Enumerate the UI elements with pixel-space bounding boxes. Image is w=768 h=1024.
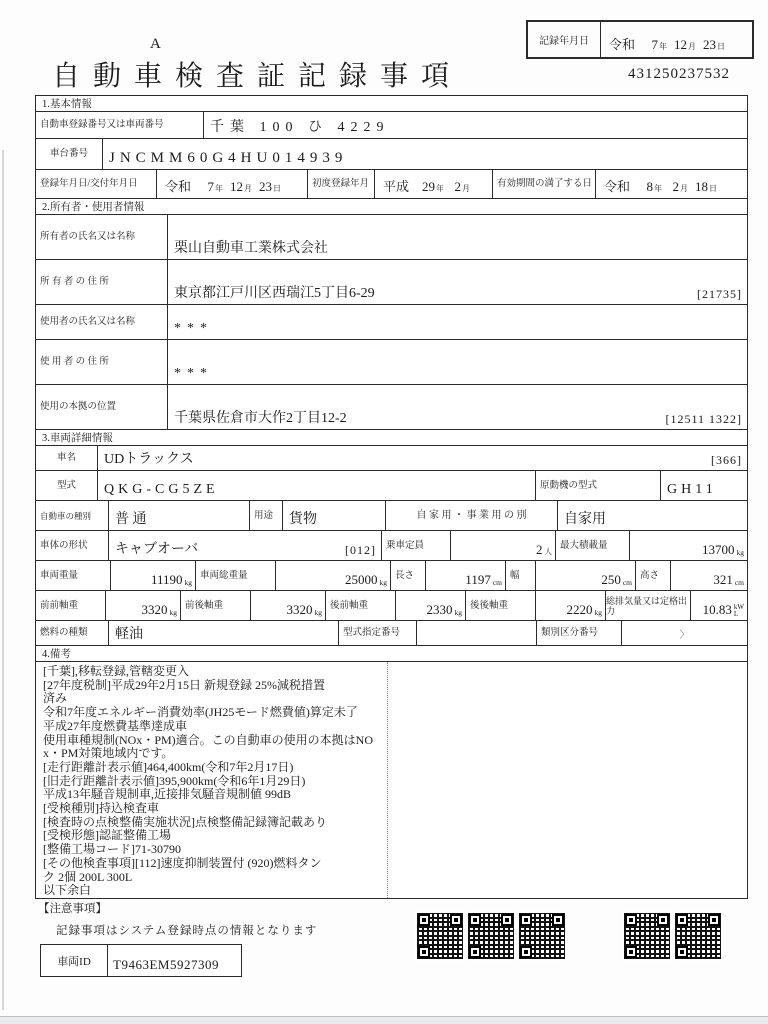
day-unit: 日 <box>709 184 718 193</box>
length: 1197 <box>465 572 491 587</box>
model-label: 型式 <box>36 471 98 500</box>
row-user-name <box>36 305 747 340</box>
scan-edge-left <box>2 150 4 1010</box>
vehicle-weight-value <box>111 561 196 590</box>
gross-weight-label: 車両総重量 <box>196 561 276 590</box>
era: 平成 <box>383 179 410 194</box>
row-dates <box>36 170 747 199</box>
month: 2 <box>454 179 462 194</box>
user-name-label: 使用者の氏名又は名称 <box>36 305 168 339</box>
row-user-address <box>36 340 747 385</box>
private-business-label: 自 家 用 ・ 事 業 用 の 別 <box>386 501 558 530</box>
owner-address-value <box>168 260 747 304</box>
axle-rf: 2330 <box>426 602 453 617</box>
axle-rr-value <box>536 591 606 620</box>
vehicle-weight-unit: kg <box>184 578 192 587</box>
use-label: 用途 <box>250 501 283 530</box>
capacity-label: 乗車定員 <box>382 531 451 560</box>
section-3-heading: 3.車両詳細情報 <box>36 430 747 446</box>
displacement-unit-l: L <box>733 610 739 618</box>
chassis-number-label: 車台番号 <box>36 139 103 169</box>
remarks-box <box>36 662 747 898</box>
day-unit: 日 <box>273 184 282 193</box>
remarks-line: [旧走行距離計表示値]395,900km(令和6年1月29日) <box>43 773 306 788</box>
max-load: 13700 <box>702 542 735 557</box>
scan-edge-bottom <box>0 1016 768 1024</box>
base-location: 千葉県佐倉市大作2丁目12-2 <box>174 411 347 426</box>
first-registration-value <box>375 170 493 198</box>
body-shape: キャブオーバ <box>115 542 199 557</box>
owner-address-label: 所 有 者 の 住 所 <box>36 260 168 304</box>
registration-date-label: 登録年月日/交付年月日 <box>36 170 157 198</box>
vehicle-id-value: T9463EM5927309 <box>113 957 219 972</box>
month: 12 <box>230 179 244 194</box>
record-date-value <box>601 22 752 57</box>
page-marker-a: A <box>150 36 161 52</box>
type-approval-value <box>417 621 537 645</box>
row-axle-weights <box>36 591 747 621</box>
year-unit: 年 <box>215 184 224 193</box>
section-2-heading: 2.所有者・使用者情報 <box>36 199 747 215</box>
era: 令和 <box>165 179 192 194</box>
remarks-line: 平成13年騒音規制車,近接排気騒音規制値 99dB <box>43 787 292 802</box>
record-table <box>35 95 748 899</box>
max-load-label: 最大積載量 <box>556 531 630 560</box>
gross-weight: 25000 <box>345 572 378 587</box>
owner-name: 栗山自動車工業株式会社 <box>174 241 328 256</box>
remarks-line: [受検種別]持込検査車 <box>43 801 159 816</box>
row-owner-address <box>36 260 747 305</box>
year-unit: 年 <box>659 42 668 51</box>
registration-number-label: 自動車登録番号又は車両番号 <box>36 112 204 138</box>
gross-weight-value <box>276 561 391 590</box>
section-1-heading: 1.基本情報 <box>36 96 747 112</box>
expiry-date-value <box>596 170 747 198</box>
user-address: *** <box>174 366 213 381</box>
qr-code-4 <box>624 913 670 959</box>
day: 23 <box>703 37 717 52</box>
capacity-value <box>451 531 556 560</box>
owner-name-label: 所有者の氏名又は名称 <box>36 215 168 259</box>
use-value: 貨物 <box>283 501 386 530</box>
month-unit: 月 <box>244 184 253 193</box>
class-code-value: 〉 <box>679 629 690 641</box>
height-value <box>671 561 747 590</box>
height-label: 高さ <box>636 561 671 590</box>
month-unit: 月 <box>688 42 697 51</box>
year: 8 <box>646 179 654 194</box>
chassis-number-value: JNCMM60G4HU014939 <box>109 150 348 166</box>
base-location-value <box>168 385 747 429</box>
document-number: 431250237532 <box>628 66 730 82</box>
row-registration-number <box>36 112 747 139</box>
remarks-line: 平成27年度燃費基準達成車 <box>43 718 188 733</box>
fuel-value: 軽油 <box>109 621 339 645</box>
width-label: 幅 <box>506 561 536 590</box>
day: 23 <box>259 179 273 194</box>
year: 7 <box>651 37 659 52</box>
gross-weight-unit: kg <box>379 578 387 587</box>
width-unit: cm <box>622 578 632 587</box>
vehicle-id-label: 車両ID <box>41 945 108 976</box>
owner-address: 東京都江戸川区西瑞江5丁目6-29 <box>174 286 375 301</box>
user-address-label: 使 用 者 の 住 所 <box>36 340 168 384</box>
axle-fr-unit: kg <box>314 608 322 617</box>
engine-model-value: GH11 <box>667 482 717 497</box>
qr-code-2 <box>468 913 514 959</box>
model-value: QKG-CG5ZE <box>98 471 536 500</box>
row-fuel <box>36 621 747 646</box>
remarks-line: 令和7年度エネルギー消費効率(JH25モード燃費値)算定未了 <box>43 705 358 720</box>
displacement-label: 総排気量又は定格出力 <box>606 591 691 620</box>
car-name-label: 車名 <box>36 446 98 470</box>
axle-rf-label: 後前軸重 <box>326 591 396 620</box>
axle-rr-unit: kg <box>594 608 602 617</box>
axle-ff-label: 前前軸重 <box>36 591 106 620</box>
length-label: 長さ <box>391 561 426 590</box>
era: 令和 <box>604 179 631 194</box>
vehicle-weight-label: 車両重量 <box>36 561 111 590</box>
page-title: 自動車検査証記録事項 <box>52 61 463 92</box>
owner-address-code: [21735] <box>697 287 742 301</box>
qr-code-3 <box>519 913 565 959</box>
row-owner-name <box>36 215 747 260</box>
registration-number-value: 千葉 100 ひ 4229 <box>210 120 390 135</box>
remarks-line: x・PM対策地域内です。 <box>43 746 174 761</box>
private-business-value: 自家用 <box>564 512 606 527</box>
record-date-label: 記録年月日 <box>528 22 601 57</box>
axle-fr-value <box>251 591 326 620</box>
registration-date-value <box>157 170 308 198</box>
axle-rr-label: 後後軸重 <box>466 591 536 620</box>
max-load-value <box>630 531 747 560</box>
expiry-date-label: 有効期間の満了する日 <box>493 170 596 198</box>
displacement-value <box>691 591 747 620</box>
day-unit: 日 <box>717 42 726 51</box>
section-4-heading: 4.備考 <box>36 646 747 662</box>
remarks-line: [検査時の点検整備実施状況]点検整備記録簿記載あり <box>43 814 327 829</box>
displacement: 10.83 <box>702 602 732 617</box>
remarks-line: [受検形態]認証整備工場 <box>43 828 171 843</box>
year: 29 <box>422 179 436 194</box>
row-body-shape <box>36 531 747 561</box>
remarks-line: [千葉],移転登録,管轄変更入 <box>43 664 189 678</box>
era: 令和 <box>609 37 636 52</box>
fuel-label: 燃料の種類 <box>36 621 109 645</box>
car-name-code: [366] <box>711 453 742 467</box>
month: 12 <box>674 37 688 52</box>
vehicle-kind-value: 普 通 <box>109 501 250 530</box>
month-unit: 月 <box>680 184 689 193</box>
axle-ff-unit: kg <box>169 608 177 617</box>
base-location-code: [12511 1322] <box>665 412 742 426</box>
row-vehicle-kind <box>36 501 747 531</box>
remarks-empty-column <box>388 662 747 898</box>
axle-ff: 3320 <box>141 602 168 617</box>
row-model <box>36 471 747 501</box>
axle-fr: 3320 <box>286 602 313 617</box>
class-code-label: 類別区分番号 <box>537 621 622 645</box>
owner-name-value <box>168 215 747 259</box>
engine-model-label: 原動機の型式 <box>536 471 661 500</box>
height-unit: cm <box>734 578 744 587</box>
type-approval-label: 型式指定番号 <box>339 621 417 645</box>
axle-fr-label: 前後軸重 <box>181 591 251 620</box>
max-load-unit: kg <box>736 548 744 557</box>
remarks-line: [27年度税制]平成29年2月15日 新規登録 25%減税措置 <box>43 677 325 692</box>
axle-rf-unit: kg <box>454 608 462 617</box>
body-shape-value <box>109 531 382 560</box>
remarks-line: 済み <box>43 691 68 706</box>
body-shape-code: [012] <box>345 543 376 557</box>
remarks-line: [走行距離計表示値]464,400km(令和7年2月17日) <box>43 759 294 774</box>
row-chassis-number <box>36 139 747 170</box>
vehicle-weight: 11190 <box>150 572 183 587</box>
first-registration-label: 初度登録年月 <box>308 170 375 198</box>
width: 250 <box>601 572 621 587</box>
capacity: 2 <box>536 542 543 557</box>
length-unit: cm <box>492 578 502 587</box>
month: 2 <box>672 179 680 194</box>
row-car-name <box>36 446 747 471</box>
qr-code-1 <box>417 913 463 959</box>
vehicle-id-box <box>40 944 242 977</box>
axle-rr: 2220 <box>566 602 593 617</box>
user-name-value <box>168 305 747 339</box>
body-shape-label: 車体の形状 <box>36 531 109 560</box>
remarks-line: [整備工場コード]71-30790 <box>43 842 181 857</box>
year: 7 <box>207 179 215 194</box>
notice-text: 記録事項はシステム登録時点の情報となります <box>56 925 318 937</box>
remarks-line: [その他検査事項][112]速度抑制装置付 (920)燃料タン <box>43 855 322 870</box>
year-unit: 年 <box>436 184 445 193</box>
year-unit: 年 <box>654 184 663 193</box>
displacement-units <box>734 604 744 618</box>
qr-code-5 <box>675 913 721 959</box>
row-weights-dimensions <box>36 561 747 591</box>
remarks-text-column <box>36 662 388 898</box>
remarks-line: 以下余白 <box>43 883 92 898</box>
row-base-location <box>36 385 747 430</box>
record-date-box <box>526 20 754 59</box>
remarks-line: 使用車種規制(NOx・PM)適合。この自動車の使用の本拠はNO <box>43 732 374 747</box>
user-address-value <box>168 340 747 384</box>
car-name: UDトラックス <box>104 452 194 467</box>
displacement-unit-kw: kW <box>733 603 744 611</box>
car-name-value <box>98 446 747 470</box>
notice-heading: 【注意事項】 <box>38 903 107 915</box>
length-value <box>426 561 506 590</box>
day: 18 <box>695 179 709 194</box>
axle-rf-value <box>396 591 466 620</box>
width-value <box>536 561 636 590</box>
base-location-label: 使用の本拠の位置 <box>36 385 168 429</box>
axle-ff-value <box>106 591 181 620</box>
capacity-unit: 人 <box>544 547 552 556</box>
height: 321 <box>713 572 733 587</box>
remarks-line: ク 2個 200L 300L <box>43 869 133 884</box>
vehicle-kind-label: 自動車の種別 <box>36 501 109 530</box>
user-name: *** <box>174 321 213 336</box>
month-unit: 月 <box>462 184 471 193</box>
